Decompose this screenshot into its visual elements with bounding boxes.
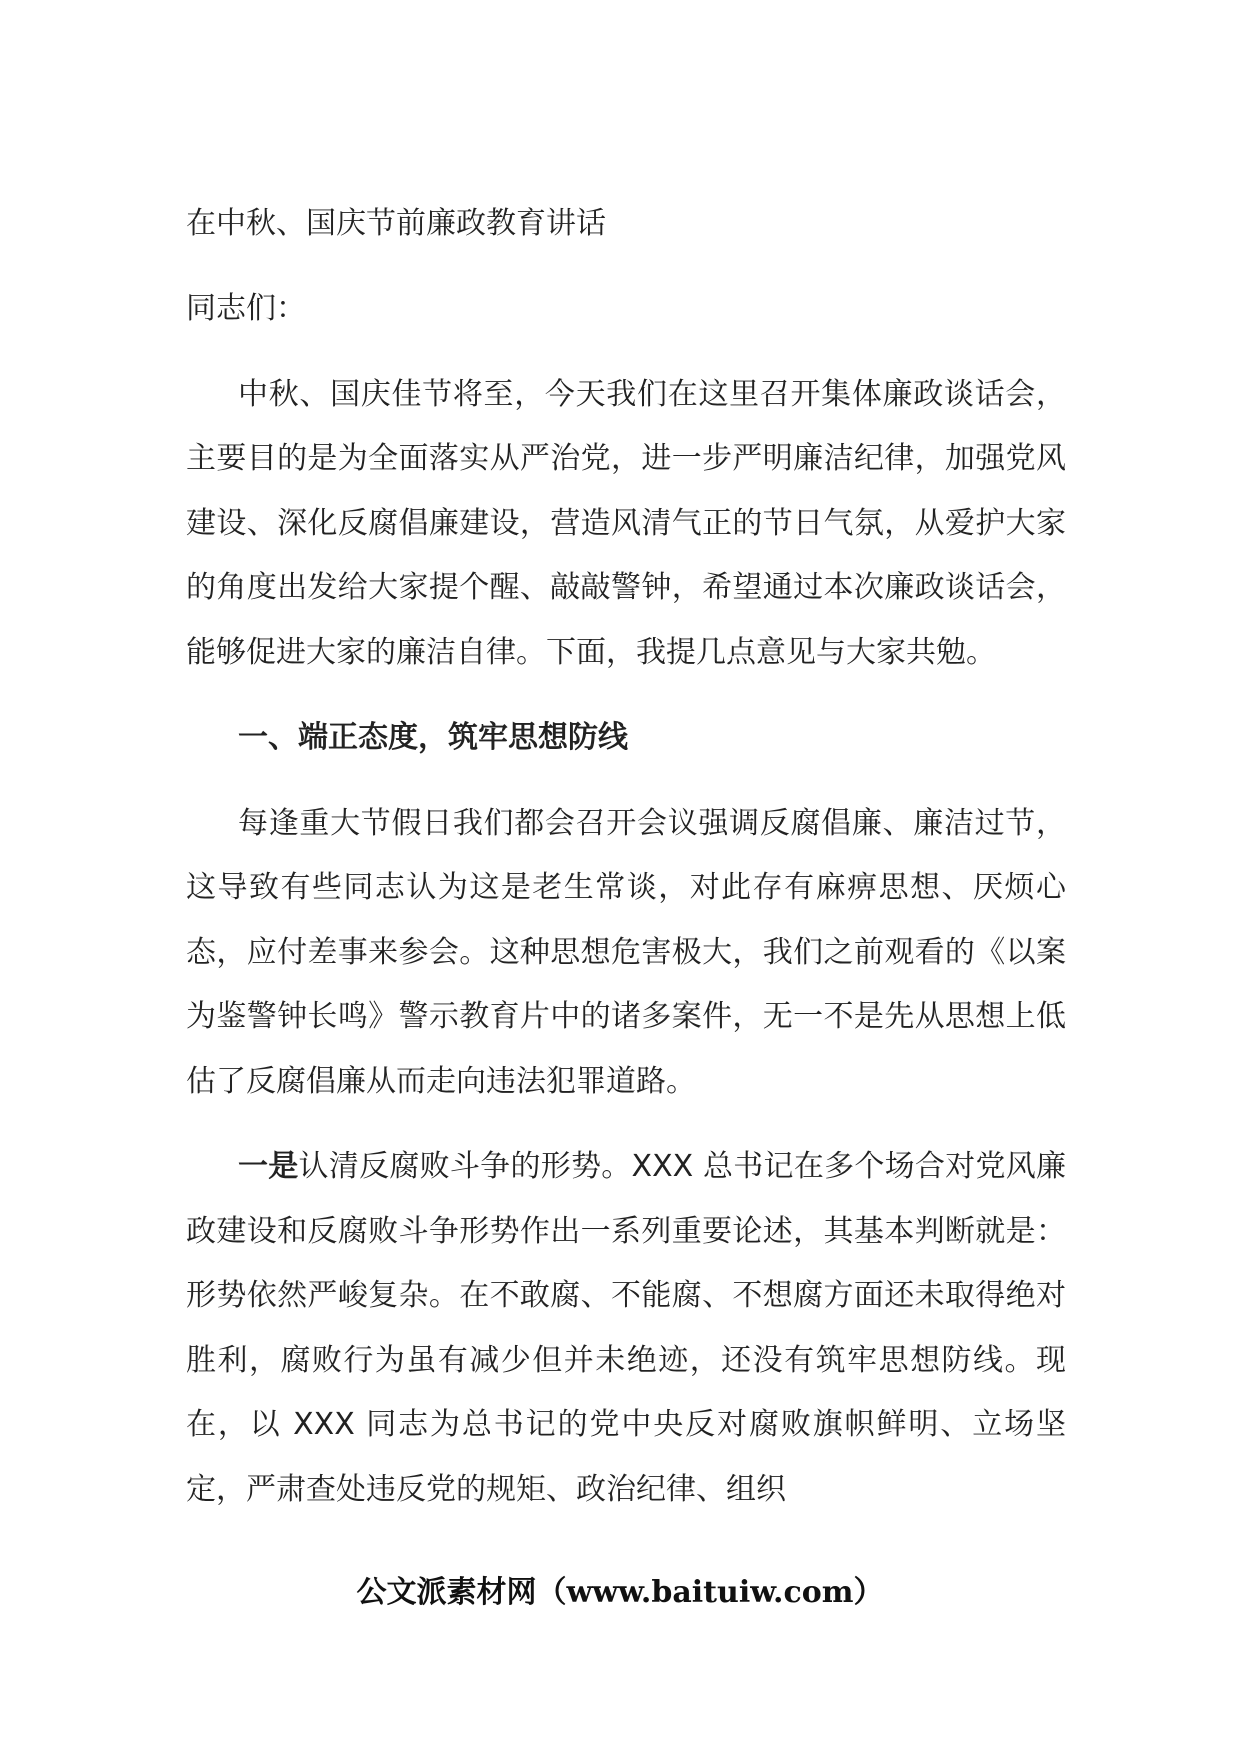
point-1-text: 认清反腐败斗争的形势。XXX 总书记在多个场合对党风廉政建设和反腐败斗争形势作出一系列重要论述，其基本判断就是：形势依然严峻复杂。在不敢腐、不能腐、不想腐方面还未取得绝对胜利，腐败行为虽有减少但并未绝迹，还没有筑牢思想防线。现在，以 XXX 同志为总书记的党中央反对腐败旗帜鲜明、立场坚定，严肃查处违反党的规矩、政治纪律、组织 bbox=[186, 1149, 1066, 1507]
section-1-paragraph: 每逢重大节假日我们都会召开会议强调反腐倡廉、廉洁过节，这导致有些同志认为这是老生常谈，对此存有麻痹思想、厌烦心态，应付差事来参会。这种思想危害极大，我们之前观看的《以案为鉴警钟长鸣》警示教育片中的诸多案件，无一不是先从思想上低估了反腐倡廉从而走向违法犯罪道路。 bbox=[186, 805, 1066, 1099]
document-title: 在中秋、国庆节前廉政教育讲话 bbox=[186, 206, 606, 241]
section-heading-1: 一、端正态度，筑牢思想防线 bbox=[238, 720, 628, 755]
footer-watermark: 公文派素材网（www.baituiw.com） bbox=[356, 1575, 884, 1610]
salutation: 同志们： bbox=[186, 291, 306, 326]
document-body bbox=[186, 192, 1066, 1543]
point-1-paragraph bbox=[186, 1135, 1066, 1522]
point-1-lead: 一是 bbox=[238, 1149, 299, 1184]
intro-paragraph: 中秋、国庆佳节将至，今天我们在这里召开集体廉政谈话会，主要目的是为全面落实从严治党，进一步严明廉洁纪律，加强党风建设、深化反腐倡廉建设，营造风清气正的节日气氛，从爱护大家的角度出发给大家提个醒、敲敲警钟，希望通过本次廉政谈话会，能够促进大家的廉洁自律。下面，我提几点意见与大家共勉。 bbox=[186, 376, 1066, 670]
